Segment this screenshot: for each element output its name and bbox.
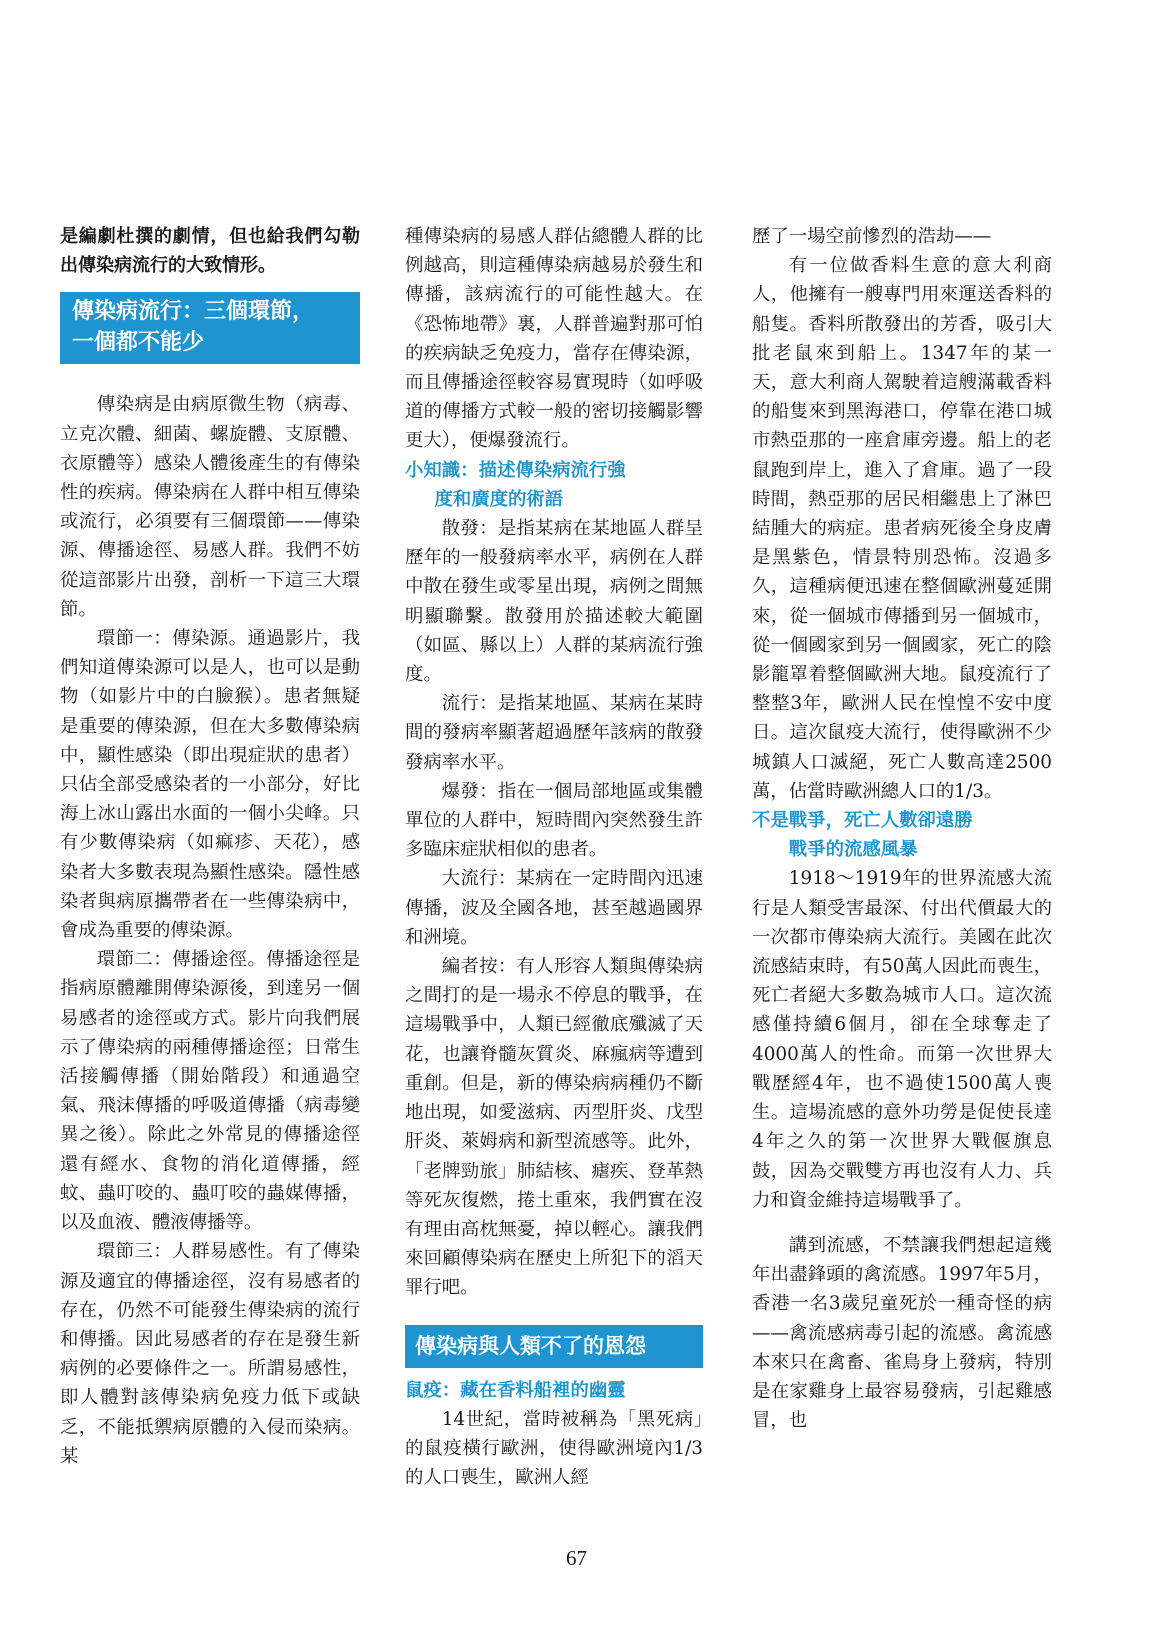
paragraph-continuation: 歷了一場空前慘烈的浩劫——: [752, 226, 992, 247]
paragraph-susceptibility: 種傳染病的易感人群佔總體人群的比例越高，則這種傳染病越易於發生和傳播，該病流行的可能性越大。在《恐怖地帶》裏，人群普遍對那可怕的疾病缺乏免疫力，當存在傳染源，而且傳播途徑較容易實現時（如呼吸道的傳播方式較一般的密切接觸影響更大），便爆發流行。: [405, 226, 703, 452]
section-heading-history: 傳染病與人類不了的恩怨: [405, 1325, 703, 1368]
paragraph-definition: 傳染病是由病原微生物（病毒、立克次體、細菌、螺旋體、支原體、衣原體等）感染人體後產生的有傳染性的疾病。傳染病在人群中相互傳染或流行，必須要有三個環節——傳染源、傳播途徑、易感人群。我們不妨從這部影片出發，剖析一下這三大環節。: [60, 394, 360, 620]
paragraph-black-death: 14世紀，當時被稱為「黑死病」的鼠疫橫行歐洲，使得歐洲境內1/3的人口喪生，歐洲人經: [405, 1408, 703, 1489]
subheading-flu-storm: [752, 806, 1052, 864]
intro-paragraph: 是編劇杜撰的劇情，但也給我們勾勒出傳染病流行的大致情形。: [60, 226, 360, 277]
section-heading-three-links: [60, 292, 360, 364]
section-heading-line: 傳染病流行：三個環節，: [72, 299, 315, 325]
column-right: [752, 222, 1052, 1435]
page-number: 67: [566, 1546, 587, 1570]
paragraph-sporadic: 散發：是指某病在某地區人群呈歷年的一般發病率水平，病例在人群中散在發生或零星出現，病例之間無明顯聯繫。散發用於描述較大範圍（如區、縣以上）人群的某病流行強度。: [405, 518, 703, 686]
column-middle: [405, 222, 703, 1492]
paragraph-plague-story: 有一位做香料生意的意大利商人，他擁有一艘專門用來運送香料的船隻。香料所散發出的芳香，吸引大批老鼠來到船上。1347年的某一天，意大利商人駕駛着這艘滿載香料的船隻來到黑海港口，停靠在港口城市熱亞那的一座倉庫旁邊。船上的老鼠跑到岸上，進入了倉庫。過了一段時間，熱亞那的居民相繼患上了淋巴結腫大的病症。患者病死後全身皮膚是黑紫色，情景特別恐怖。沒過多久，這種病便迅速在整個歐洲蔓延開來，從一個城市傳播到另一個城市，從一個國家到另一個國家，死亡的陰影籠罩着整個歐洲大地。鼠疫流行了整整3年，歐洲人民在惶惶不安中度日。這次鼠疫大流行，使得歐洲不少城鎮人口滅絕，死亡人數高達2500萬，佔當時歐洲總人口的1/3。: [752, 255, 1052, 802]
paragraph-link-two: 環節二：傳播途徑。傳播途徑是指病原體離開傳染源後，到達另一個易感者的途徑或方式。影片向我們展示了傳染病的兩種傳播途徑；日常生活接觸傳播（開始階段）和通過空氣、飛沫傳播的呼吸道傳播（病毒變異之後）。除此之外常見的傳播途徑還有經水、食物的消化道傳播，經蚊、蟲叮咬的、蟲叮咬的蟲媒傳播，以及血液、體液傳播等。: [60, 949, 360, 1234]
paragraph-epidemic: 流行：是指某地區、某病在某時間的發病率顯著超過歷年該病的散發發病率水平。: [405, 693, 703, 773]
paragraph-avian-flu: 講到流感，不禁讓我們想起這幾年出盡鋒頭的禽流感。1997年5月，香港一名3歲兒童死於一種奇怪的病——禽流感病毒引起的流感。禽流感本來只在禽畜、雀鳥身上發病，特別是在家雞身上最容易發病，引起雞感冒，也: [752, 1234, 1052, 1432]
subheading-line: 小知識：描述傳染病流行強: [405, 459, 626, 481]
subheading-plague: 鼠疫：藏在香料船裡的幽靈: [405, 1379, 626, 1401]
paragraph-1918-flu: 1918～1919年的世界流感大流行是人類受害最深、付出代價最大的一次都市傳染病大流行。美國在此次流感結束時，有50萬人因此而喪生，死亡者絕大多數為城市人口。這次流感僅持續6個月，卻在全球奪走了4000萬人的性命。而第一次世界大戰歷經4年，也不過使1500萬人喪生。這場流感的意外功勞是促使長達4年之久的第一次世界大戰偃旗息鼓，因為交戰雙方再也沒有人力、兵力和資金維持這場戰爭了。: [752, 868, 1052, 1211]
paragraph-outbreak: 爆發：指在一個局部地區或集體單位的人群中，短時間內突然發生許多臨床症狀相似的患者。: [405, 780, 703, 861]
subheading-knowledge: [405, 456, 703, 514]
column-left: [60, 222, 360, 1471]
paragraph-link-one: 環節一：傳染源。通過影片，我們知道傳染源可以是人，也可以是動物（如影片中的白臉猴）。患者無疑是重要的傳染源，但在大多數傳染病中，顯性感染（即出現症狀的患者）只佔全部受感染者的一小部分，好比海上冰山露出水面的一個小尖峰。只有少數傳染病（如痲疹、天花），感染者大多數表現為顯性感染。隱性感染者與病原攜帶者在一些傳染病中，會成為重要的傳染源。: [60, 628, 360, 942]
paragraph-pandemic: 大流行：某病在一定時間內迅速傳播，波及全國各地，甚至越過國界和洲境。: [405, 868, 703, 948]
subheading-line: 戰爭的流感風暴: [788, 839, 918, 861]
paragraph-link-three: 環節三：人群易感性。有了傳染源及適宜的傳播途徑，沒有易感者的存在，仍然不可能發生傳染病的流行和傳播。因此易感者的存在是發生新病例的必要條件之一。所謂易感性，即人體對該傳染病免疫力低下或缺乏，不能抵禦病原體的入侵而染病。某: [60, 1241, 360, 1467]
paragraph-editor-note: 編者按：有人形容人類與傳染病之間打的是一場永不停息的戰爭，在這場戰爭中，人類已經徹底殲滅了天花，也讓脊髓灰質炎、麻瘋病等遭到重創。但是，新的傳染病病種仍不斷地出現，如愛滋病、丙型肝炎、戊型肝炎、萊姆病和新型流感等。此外，「老牌勁旅」肺結核、瘧疾、登革熱等死灰復燃，捲土重來，我們實在沒有理由高枕無憂，掉以輕心。讓我們來回顧傳染病在歷史上所犯下的滔天罪行吧。: [405, 956, 703, 1299]
section-heading-line: 一個都不能少: [72, 330, 205, 356]
subheading-line: 度和廣度的術語: [434, 488, 564, 510]
subheading-line: 不是戰爭，死亡人數卻遠勝: [752, 810, 973, 832]
